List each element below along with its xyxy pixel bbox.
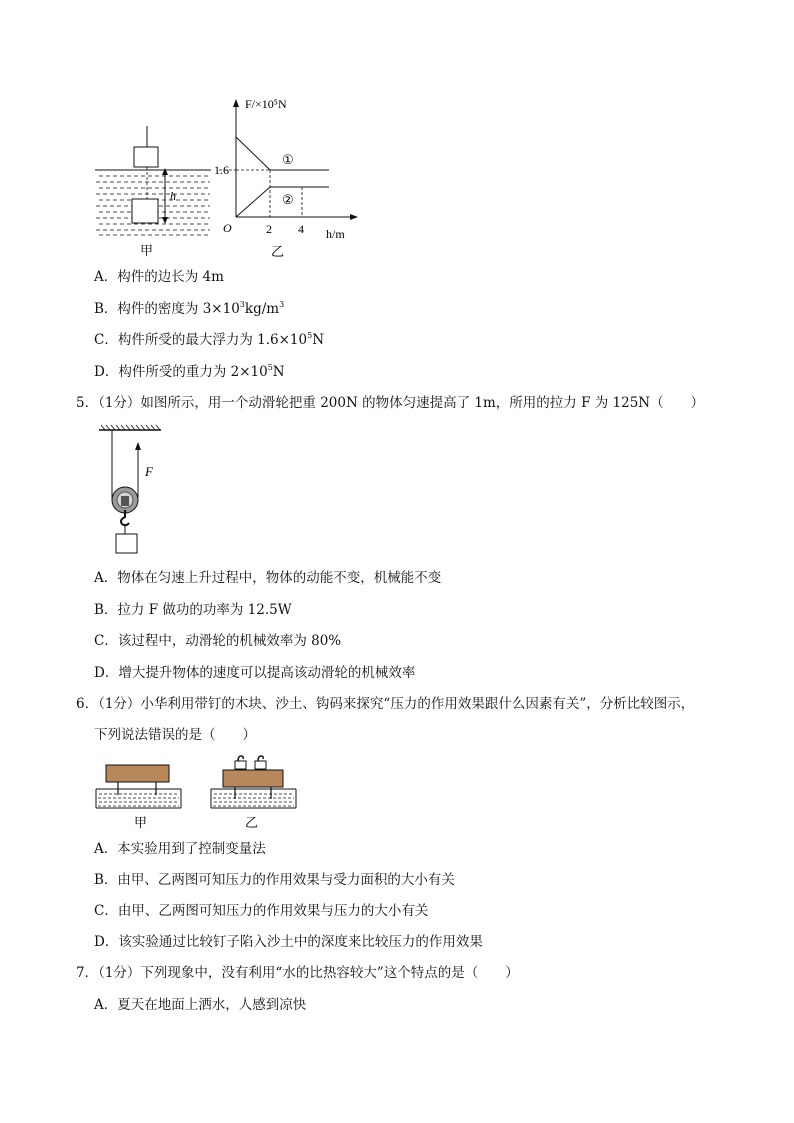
q5-option-d: D．增大提升物体的速度可以提高该动滑轮的机械效率 [94, 665, 416, 681]
q4-option-d: D．构件所受的重力为 $2\times 10^5N$ [94, 363, 285, 380]
q5-force-label: F [145, 464, 153, 479]
q6-figure [94, 755, 300, 833]
q6-fig-jia [96, 765, 181, 830]
q5-option-a: A．物体在匀速上升过程中，物体的动能不变，机械能不变 [94, 570, 442, 586]
q4-figure [95, 92, 365, 264]
q6-label-jia: 甲 [134, 815, 148, 830]
q4-curve-label-1: ① [282, 152, 294, 167]
q7-option-a: A．夏天在地面上洒水，人感到凉快 [94, 997, 307, 1013]
q4-option-b: B．构件的密度为 $3\times 10^3kg/m^3$ [94, 300, 285, 317]
q4-y-tick: 1.6 [214, 163, 229, 177]
q6-option-c: C．由甲、乙两图可知压力的作用效果与压力的大小有关 [94, 903, 429, 919]
q5-pulley-figure [95, 424, 175, 556]
q6-label-yi: 乙 [245, 815, 259, 830]
q4-origin-label: O [223, 221, 232, 235]
q4-x-tick-2: 2 [266, 222, 272, 236]
q4-x-axis-label: h/m [326, 227, 345, 241]
q6-option-a: A．本实验用到了控制变量法 [94, 841, 266, 857]
q5-option-b: B．拉力 F 做功的功率为 12.5W [94, 602, 292, 618]
q5-stem: 5．（1分）如图所示，用一个动滑轮把重 200N 的物体匀速提高了 1m，所用的拉力 F 为 125N（ ） [76, 395, 705, 411]
q4-fig-yi-graph [214, 97, 358, 259]
q4-curve-label-2: ② [282, 192, 294, 207]
q4-h-label: h [170, 189, 176, 203]
q6-stem-line1: 6．（1分）小华利用带钉的木块、沙土、钩码来探究“压力的作用效果跟什么因素有关”，分析比较图示， [76, 696, 695, 712]
q5-option-c: C．该过程中，动滑轮的机械效率为 80% [94, 633, 342, 649]
q6-option-b: B．由甲、乙两图可知压力的作用效果与受力面积的大小有关 [94, 872, 455, 888]
q4-label-jia: 甲 [140, 243, 154, 258]
q4-x-tick-4: 4 [298, 222, 304, 236]
q4-option-c: C．构件所受的最大浮力为 $1.6\times 10^5N$ [94, 331, 325, 348]
q6-option-d: D．该实验通过比较钉子陷入沙土中的深度来比较压力的作用效果 [94, 934, 483, 950]
q4-option-a: A．构件的边长为 4m [94, 269, 224, 285]
q6-fig-yi [211, 756, 296, 830]
q4-label-yi: 乙 [271, 244, 285, 259]
q6-stem-line2: 下列说法错误的是（ ） [94, 727, 256, 743]
q4-y-axis-label: F/×10⁵N [245, 97, 287, 111]
q7-stem: 7．（1分）下列现象中，没有利用“水的比热容较大”这个特点的是（ ） [76, 965, 519, 981]
q4-fig-jia [95, 126, 211, 258]
